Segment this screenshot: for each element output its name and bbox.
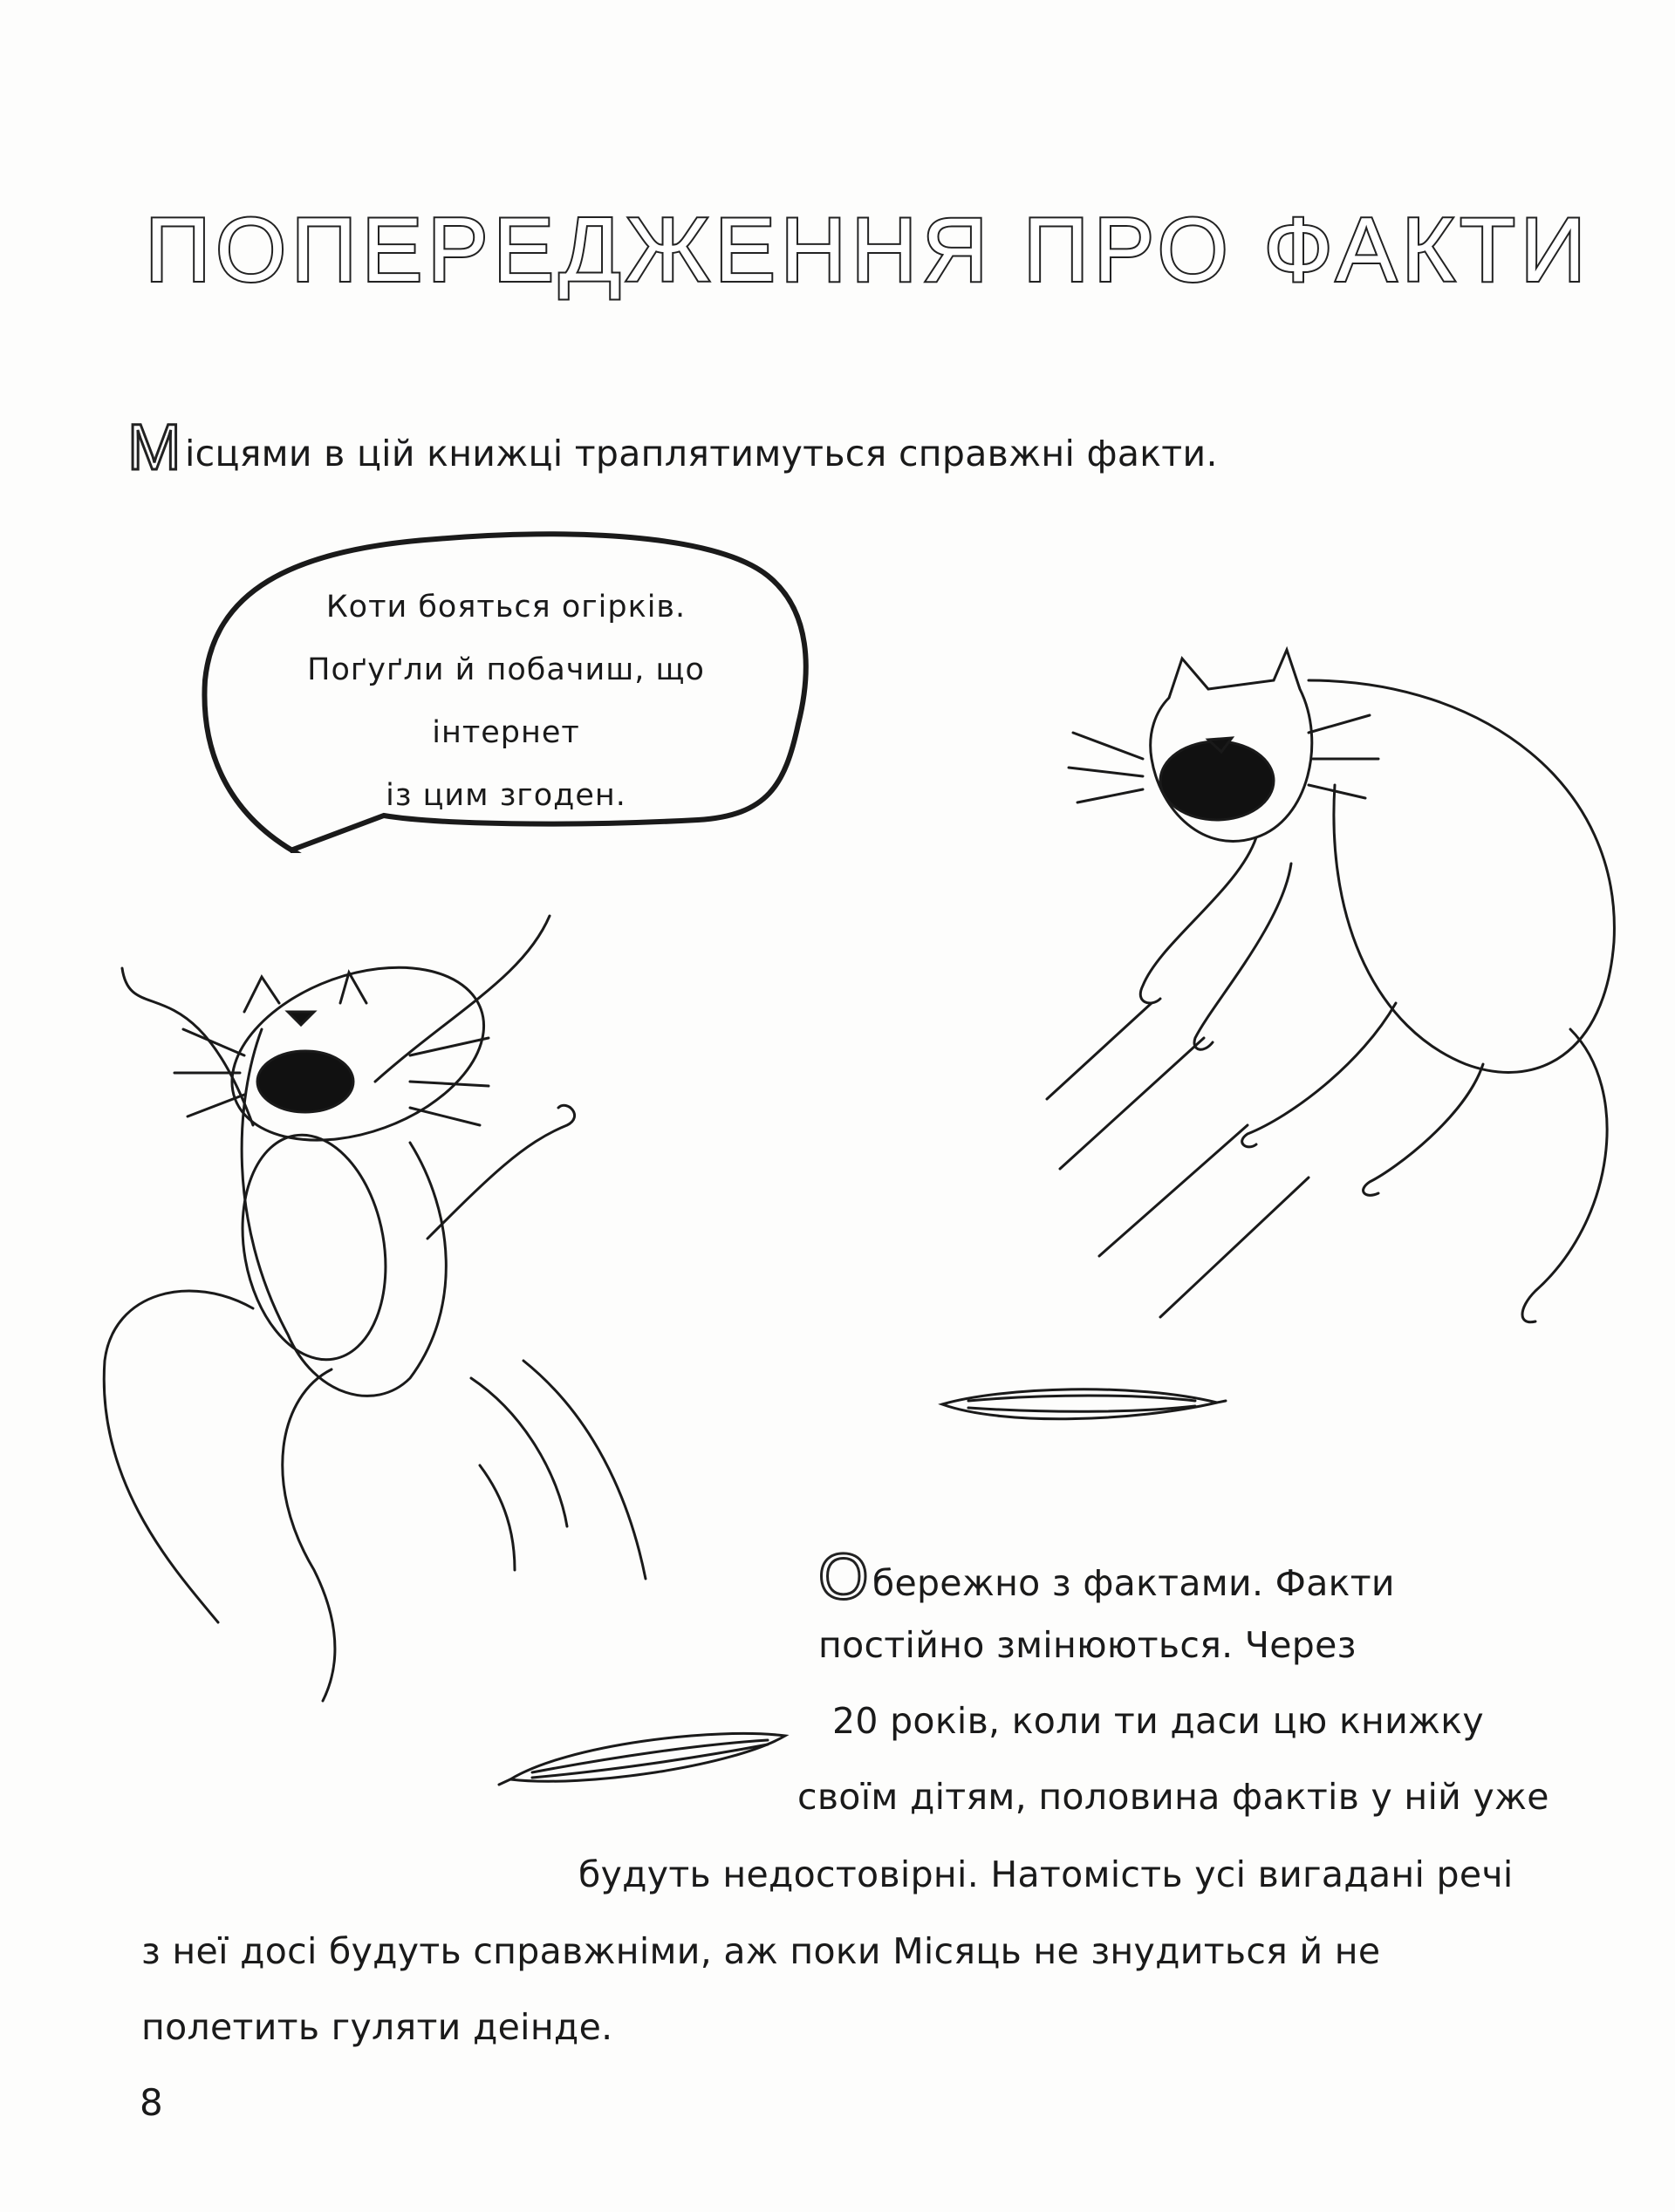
scared-cat-left <box>104 916 646 1701</box>
page-number: 8 <box>140 2081 163 2124</box>
warning-line: полетить гуляти деінде. <box>141 2006 613 2048</box>
intro-text: ісцями в цій книжці траплятимуться справжні факти. <box>184 433 1218 474</box>
drop-cap: М <box>127 411 181 483</box>
drop-cap: О <box>818 1540 869 1613</box>
warning-line <box>818 1540 1395 1614</box>
bubble-line: Поґуґли й побачиш, що інтернет <box>307 652 705 750</box>
cucumber-left <box>499 1733 785 1785</box>
warning-line: своїм дітям, половина фактів у ній уже <box>797 1776 1549 1818</box>
page-title: ПОПЕРЕДЖЕННЯ ПРО ФАКТИ <box>145 200 1591 301</box>
bubble-line: Коти бояться огірків. <box>325 590 687 625</box>
scared-cat-right <box>1047 650 1614 1322</box>
warning-line: будуть недостовірні. Натомість усі вигадані речі <box>578 1854 1514 1895</box>
warning-line: 20 років, коли ти даси цю книжку <box>832 1700 1484 1742</box>
warning-line: постійно змінюються. Через <box>818 1624 1357 1666</box>
bubble-line: із цим згоден. <box>386 778 626 813</box>
warning-text: бережно з фактами. Факти <box>872 1562 1395 1604</box>
cucumber-right <box>942 1389 1226 1419</box>
warning-line: з неї досі будуть справжніми, аж поки Місяць не знудиться й не <box>141 1930 1381 1972</box>
speech-bubble-text <box>262 576 750 827</box>
